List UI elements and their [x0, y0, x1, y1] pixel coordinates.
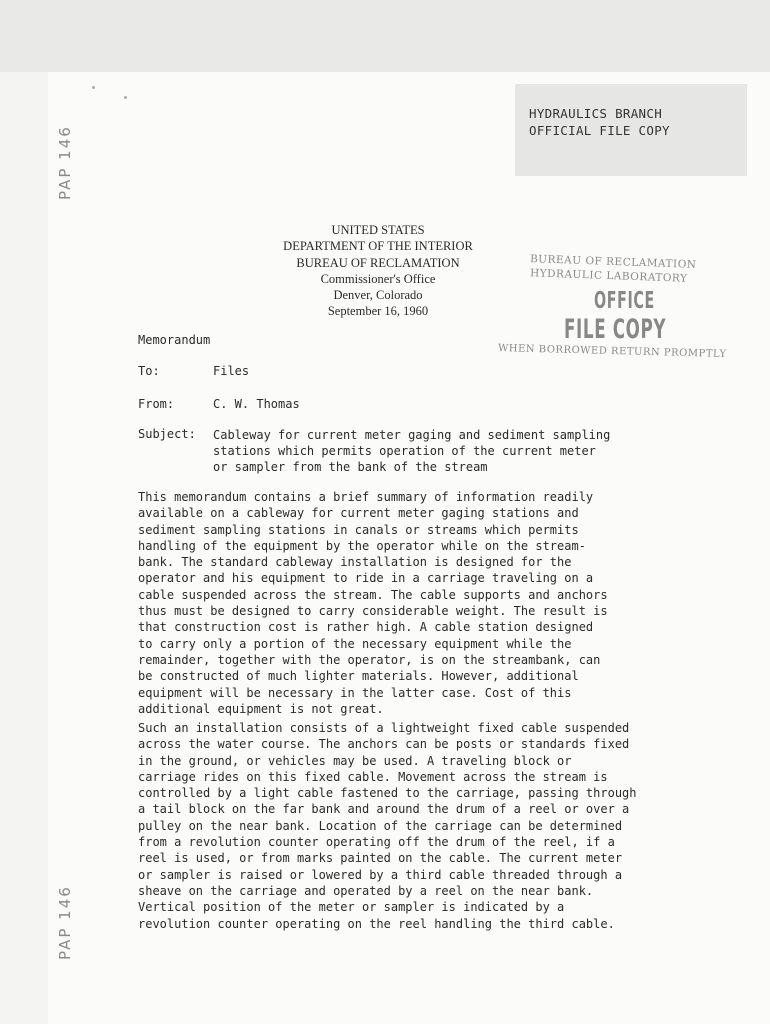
paragraph-2 — [138, 720, 637, 932]
subject-label: Subject: — [138, 427, 196, 441]
letterhead-line: UNITED STATES — [331, 223, 425, 237]
subject-text — [213, 427, 610, 475]
text-line: sheave on the carriage and operated by a reel on the near bank. — [138, 883, 594, 898]
text-line: reel is used, or from marks painted on the cable. The current meter — [138, 851, 623, 866]
text-line: cable suspended across the stream. The cable supports and anchors — [138, 587, 608, 602]
text-line: a tail block on the far bank and around the drum of a reel or over a — [138, 802, 630, 817]
scan-top-margin — [0, 0, 770, 72]
letterhead-line: BUREAU OF RECLAMATION — [296, 255, 460, 270]
subject-line: stations which permits operation of the current meter — [213, 444, 596, 458]
text-line: in the ground, or vehicles may be used. A traveling block or — [138, 753, 572, 768]
lab-stamp-line: BUREAU OF RECLAMATION — [529, 253, 697, 271]
text-line: carriage rides on this fixed cable. Movement across the stream is — [138, 769, 608, 784]
letterhead-line: Denver, Colorado — [333, 288, 423, 303]
lab-stamp-file-copy: FILE COPY — [564, 314, 667, 345]
to-value: Files — [213, 364, 250, 378]
text-line: across the water course. The anchors can be posts or standards fixed — [138, 737, 630, 752]
from-label: From: — [138, 397, 175, 411]
from-value: C. W. Thomas — [213, 397, 300, 411]
letterhead — [248, 222, 508, 320]
text-line: that construction cost is rather high. A cable station designed — [138, 620, 594, 635]
to-label: To: — [138, 364, 160, 378]
lab-stamp-return: WHEN BORROWED RETURN PROMPTLY — [497, 343, 727, 360]
text-line: equipment will be necessary in the latter case. Cost of this — [138, 685, 572, 700]
text-line: pulley on the near bank. Location of the carriage can be determined — [138, 818, 623, 833]
text-line: be constructed of much lighter materials. However, additional — [138, 669, 579, 684]
side-mark-top: PAP 146 — [56, 125, 74, 200]
text-line: revolution counter operating on the reel handling the third cable. — [138, 916, 615, 931]
letterhead-line: DEPARTMENT OF THE INTERIOR — [283, 239, 473, 254]
hydraulics-branch-stamp — [515, 84, 747, 176]
text-line: from a revolution counter operating off the drum of the reel, if a — [138, 835, 615, 850]
side-mark-bottom: PAP 146 — [56, 885, 74, 960]
text-line: sediment sampling stations in canals or streams which permits — [138, 522, 579, 537]
text-line: controlled by a light cable fastened to the carriage, passing through — [138, 786, 637, 801]
text-line: operator and his equipment to ride in a carriage traveling on a — [138, 571, 594, 586]
text-line: This memorandum contains a brief summary of information readily — [138, 490, 594, 504]
text-line: available on a cableway for current meter gaging stations and — [138, 506, 579, 521]
stamp-line: HYDRAULICS BRANCH — [529, 106, 663, 121]
text-line: to carry only a portion of the necessary equipment while the — [138, 636, 572, 651]
text-line: Such an installation consists of a lightweight fixed cable suspended — [138, 721, 630, 735]
subject-line: or sampler from the bank of the stream — [213, 460, 488, 474]
scan-speck — [92, 86, 95, 89]
stamp-line: OFFICIAL FILE COPY — [529, 123, 670, 138]
memo-type: Memorandum — [138, 333, 211, 347]
letterhead-line: Commissioner's Office — [320, 271, 436, 286]
text-line: additional equipment is not great. — [138, 701, 384, 716]
text-line: handling of the equipment by the operator while on the stream- — [138, 538, 586, 553]
subject-line: Cableway for current meter gaging and sediment sampling — [213, 428, 611, 442]
lab-stamp-office: OFFICE — [594, 288, 655, 314]
scan-speck — [124, 96, 127, 99]
paragraph-1 — [138, 489, 608, 717]
text-line: thus must be designed to carry considerable weight. The result is — [138, 604, 608, 619]
lab-stamp-line: HYDRAULIC LABORATORY — [529, 267, 688, 285]
text-line: or sampler is raised or lowered by a third cable threaded through a — [138, 867, 623, 882]
letterhead-date: September 16, 1960 — [327, 304, 429, 319]
text-line: Vertical position of the meter or sampler is indicated by a — [138, 900, 565, 915]
text-line: remainder, together with the operator, is on the streambank, can — [138, 652, 601, 667]
text-line: bank. The standard cableway installation is designed for the — [138, 555, 572, 570]
